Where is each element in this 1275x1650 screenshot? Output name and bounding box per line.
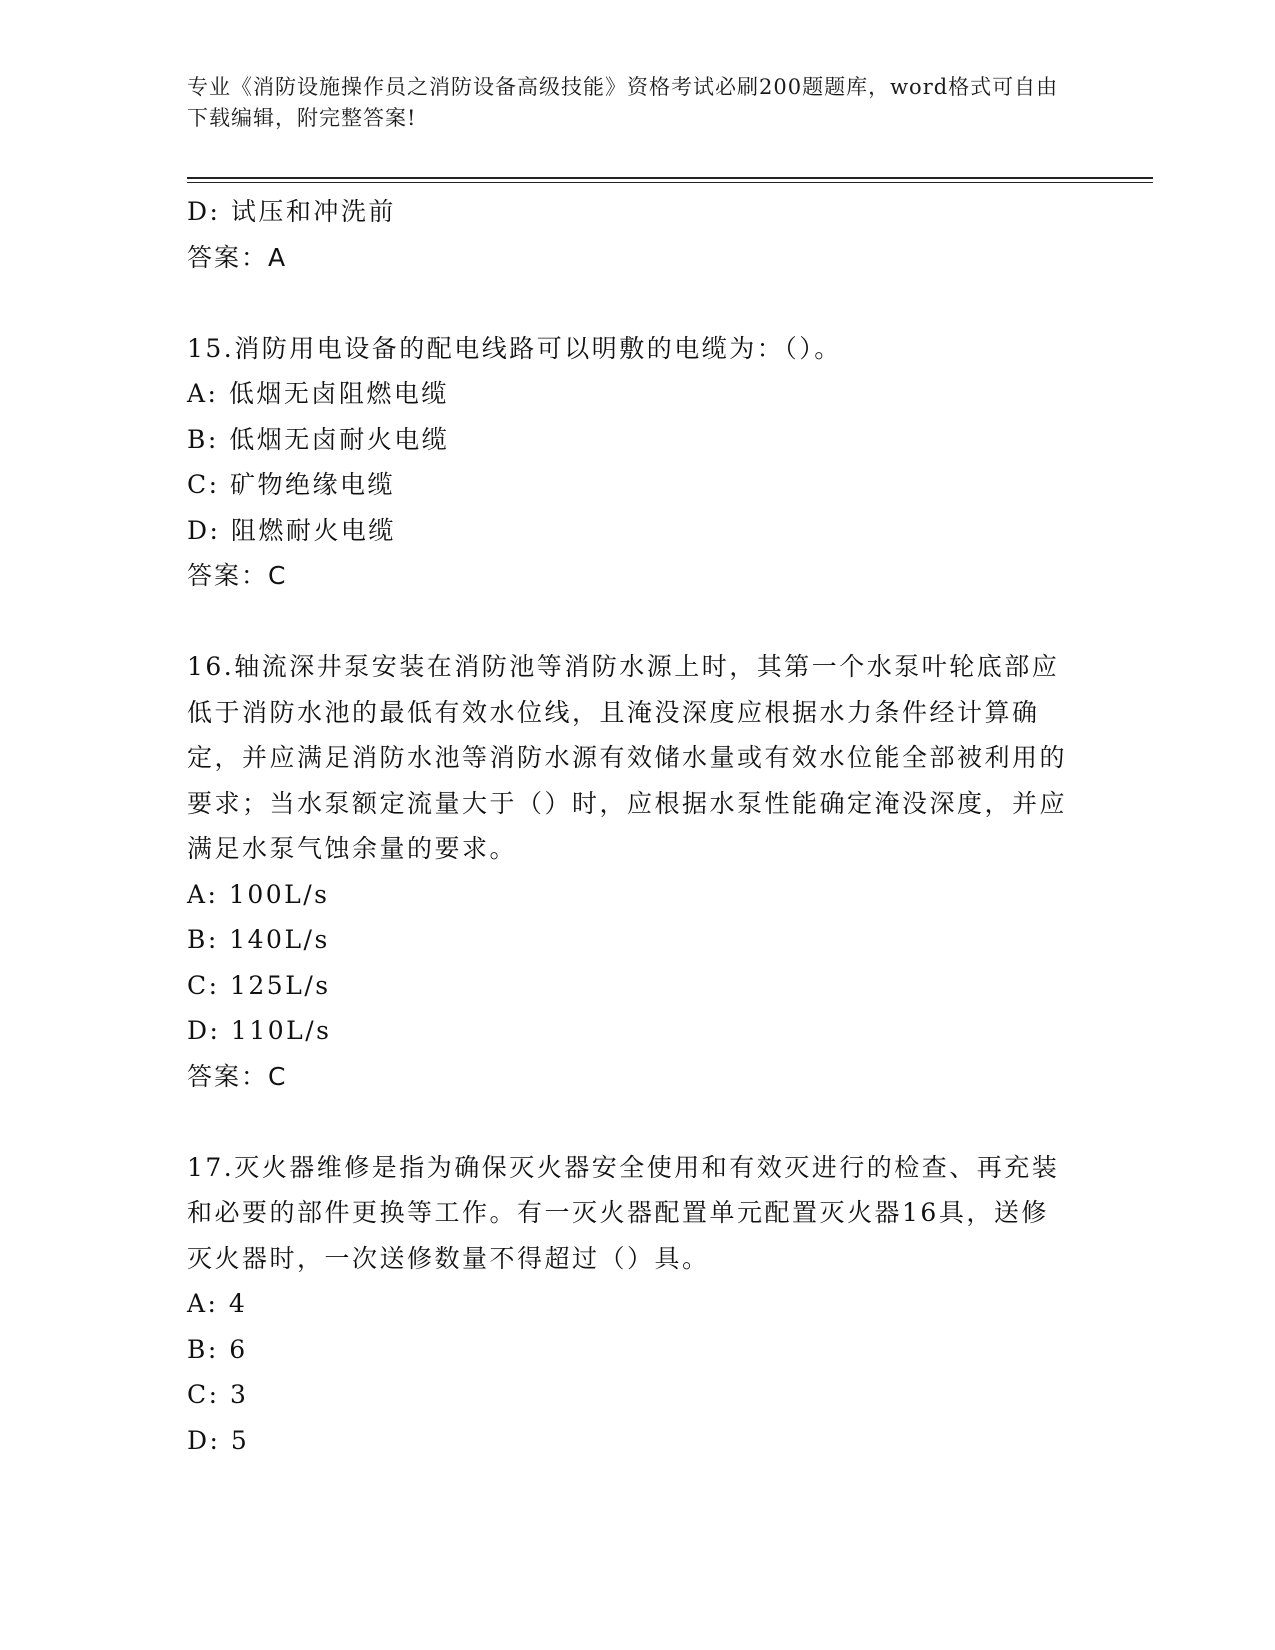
header-divider-thick	[187, 177, 1153, 179]
option-d: D: 110L/s	[187, 1016, 332, 1045]
question-16	[187, 644, 1087, 1099]
option-a: A: 100L/s	[187, 879, 330, 909]
answer-line: 答案：C	[187, 1061, 288, 1091]
question-stem: 17.灭火器维修是指为确保灭火器安全使用和有效灭进行的检查、再充装和必要的部件更换等工作。有一灭火器配置单元配置灭火器16具，送修灭火器时，一次送修数量不得超过（）具。	[187, 1152, 1060, 1273]
option-b: B: 低烟无卤耐火电缆	[187, 424, 450, 454]
question-17	[187, 1145, 1087, 1464]
option-c: C: 3	[187, 1380, 249, 1409]
option-d: D: 阻燃耐火电缆	[187, 515, 396, 545]
option-d: D: 试压和冲洗前	[187, 197, 396, 226]
question-stem: 15.消防用电设备的配电线路可以明敷的电缆为：（）。	[187, 333, 842, 363]
answer-line: 答案：A	[187, 242, 288, 272]
option-c: C: 125L/s	[187, 970, 331, 1000]
option-a: A: 4	[187, 1289, 248, 1318]
option-c: C: 矿物绝缘电缆	[187, 470, 395, 499]
option-b: B: 6	[187, 1334, 248, 1364]
document-header: 专业《消防设施操作员之消防设备高级技能》资格考试必刷200题题库，word格式可自由下载编辑，附完整答案!	[187, 75, 1059, 130]
answer-line: 答案：C	[187, 561, 288, 590]
option-a: A: 低烟无卤阻燃电缆	[187, 379, 449, 408]
header-divider-thin	[187, 182, 1153, 183]
previous-question-tail	[187, 189, 1087, 280]
option-d: D: 5	[187, 1425, 250, 1455]
question-list	[187, 189, 1087, 1463]
question-stem: 16.轴流深井泵安装在消防池等消防水源上时，其第一个水泵叶轮底部应低于消防水池的最低有效水位线，且淹没深度应根据水力条件经计算确定，并应满足消防水池等消防水源有效储水量或有效水位能全部被利用的要求；当水泵额定流量大于（）时，应根据水泵性能确定淹没深度，并应满足水泵气蚀余量的要求。	[187, 652, 1068, 863]
question-15	[187, 326, 1087, 599]
option-b: B: 140L/s	[187, 925, 330, 954]
